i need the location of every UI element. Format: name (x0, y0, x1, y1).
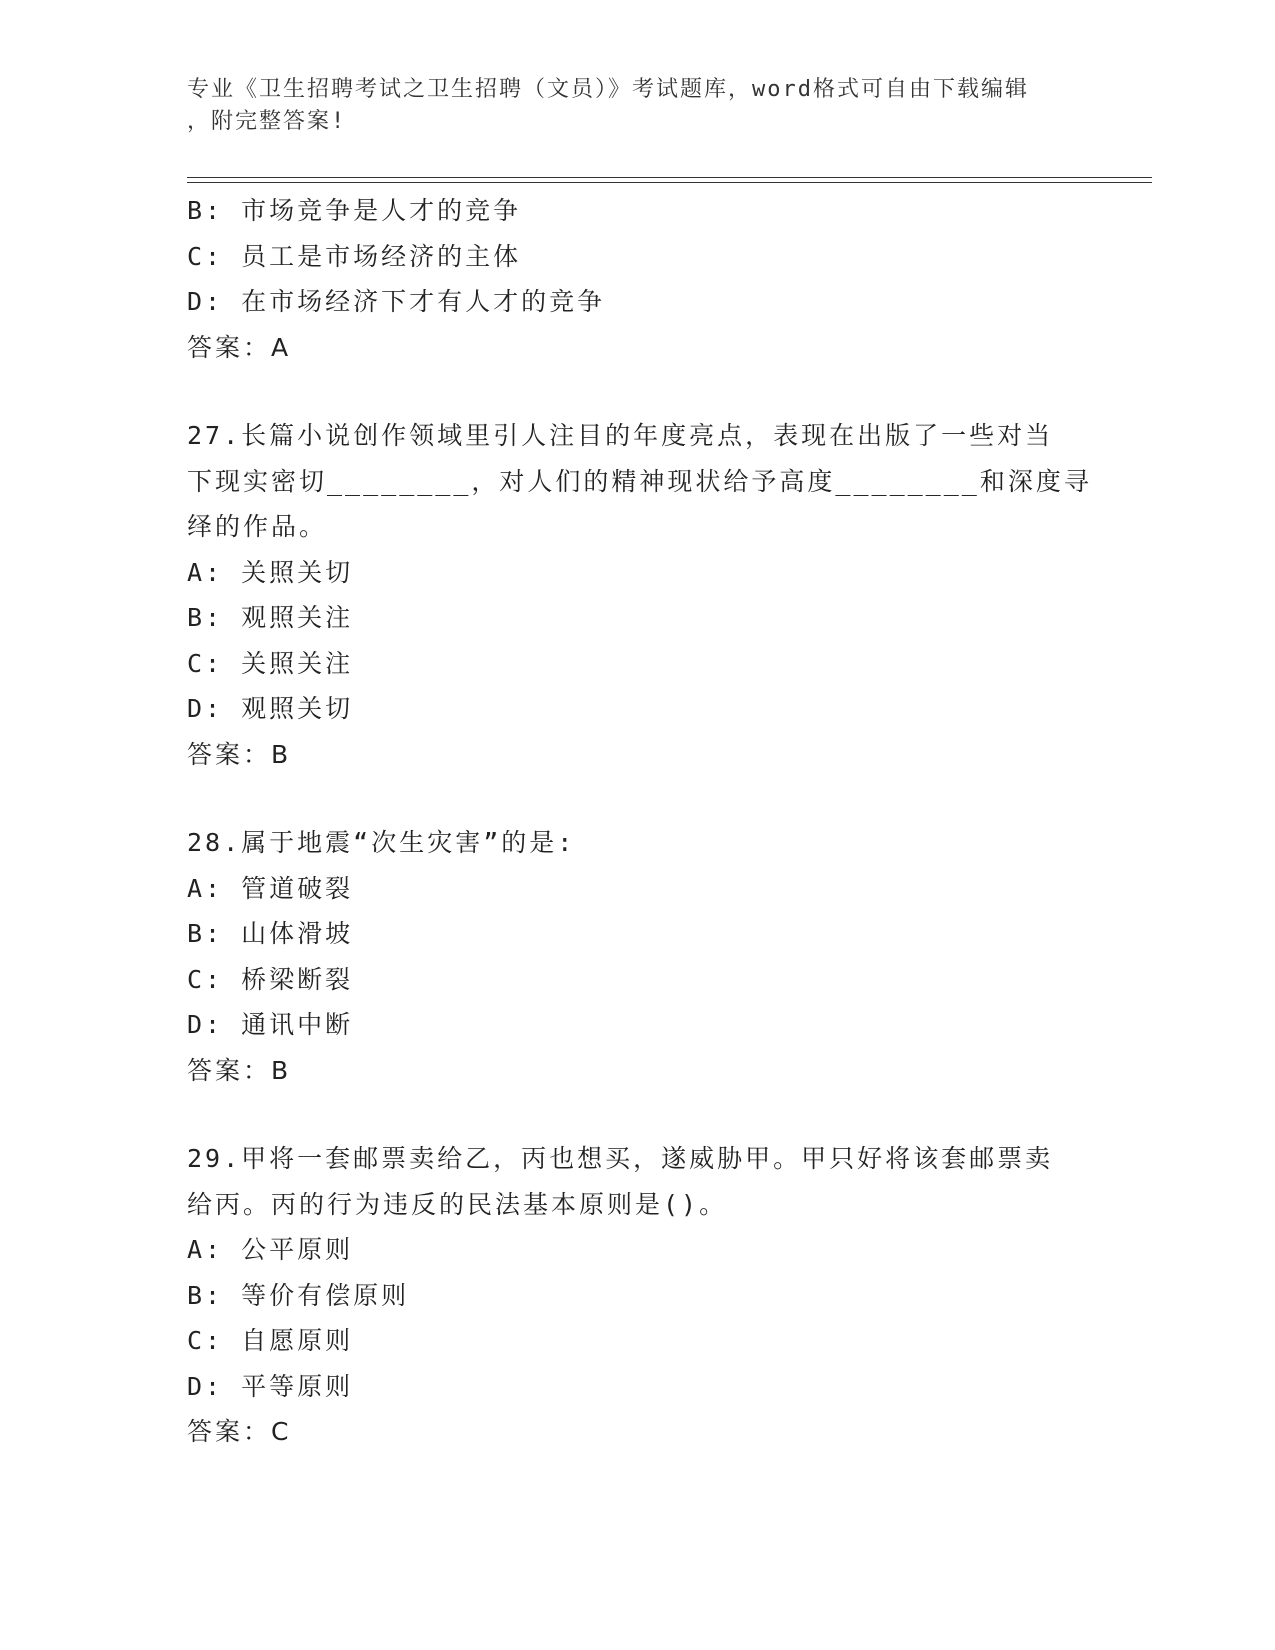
header-divider-top (187, 177, 1152, 178)
answer: 答案：A (187, 332, 292, 362)
option-c: C: 自愿原则 (187, 1326, 354, 1355)
option-c: C: 关照关注 (187, 648, 354, 678)
question-29 (187, 1136, 1087, 1455)
option-d: D: 平等原则 (187, 1371, 354, 1401)
option-d: D: 通讯中断 (187, 1010, 354, 1039)
question-28 (187, 820, 1087, 1093)
answer: 答案：C (187, 1417, 292, 1446)
question-stem: 29.甲将一套邮票卖给乙，丙也想买，遂威胁甲。甲只好将该套邮票卖 (187, 1144, 1054, 1173)
header-line-1: 专业《卫生招聘考试之卫生招聘（文员）》考试题库，word格式可自由下载编辑 (187, 77, 1029, 102)
option-d: D: 在市场经济下才有人才的竞争 (187, 287, 606, 316)
option-b: B: 市场竞争是人才的竞争 (187, 196, 522, 225)
option-c: C: 桥梁断裂 (187, 964, 354, 994)
option-a: A: 管道破裂 (187, 873, 354, 903)
option-a: A: 关照关切 (187, 557, 354, 587)
option-c: C: 员工是市场经济的主体 (187, 241, 522, 271)
option-b: B: 等价有偿原则 (187, 1280, 410, 1310)
question-stem: 28.属于地震“次生灾害”的是: (187, 828, 576, 857)
answer: 答案：B (187, 1055, 292, 1085)
question-27 (187, 413, 1092, 777)
previous-question-tail (187, 188, 1087, 370)
option-b: B: 观照关注 (187, 603, 354, 632)
header-line-2: ，附完整答案! (187, 109, 347, 134)
question-stem: 绎的作品。 (187, 512, 328, 541)
option-b: B: 山体滑坡 (187, 919, 354, 948)
document-body (187, 188, 1092, 1455)
option-a: A: 公平原则 (187, 1235, 354, 1264)
question-stem: 下现实密切________，对人们的精神现状给予高度________和深度寻 (187, 466, 1092, 496)
header-divider-bottom (187, 182, 1152, 183)
document-header (187, 74, 1067, 138)
question-stem: 给丙。丙的行为违反的民法基本原则是()。 (187, 1189, 728, 1219)
question-stem: 27.长篇小说创作领域里引人注目的年度亮点，表现在出版了一些对当 (187, 421, 1054, 450)
option-d: D: 观照关切 (187, 694, 354, 723)
answer: 答案：B (187, 739, 292, 769)
